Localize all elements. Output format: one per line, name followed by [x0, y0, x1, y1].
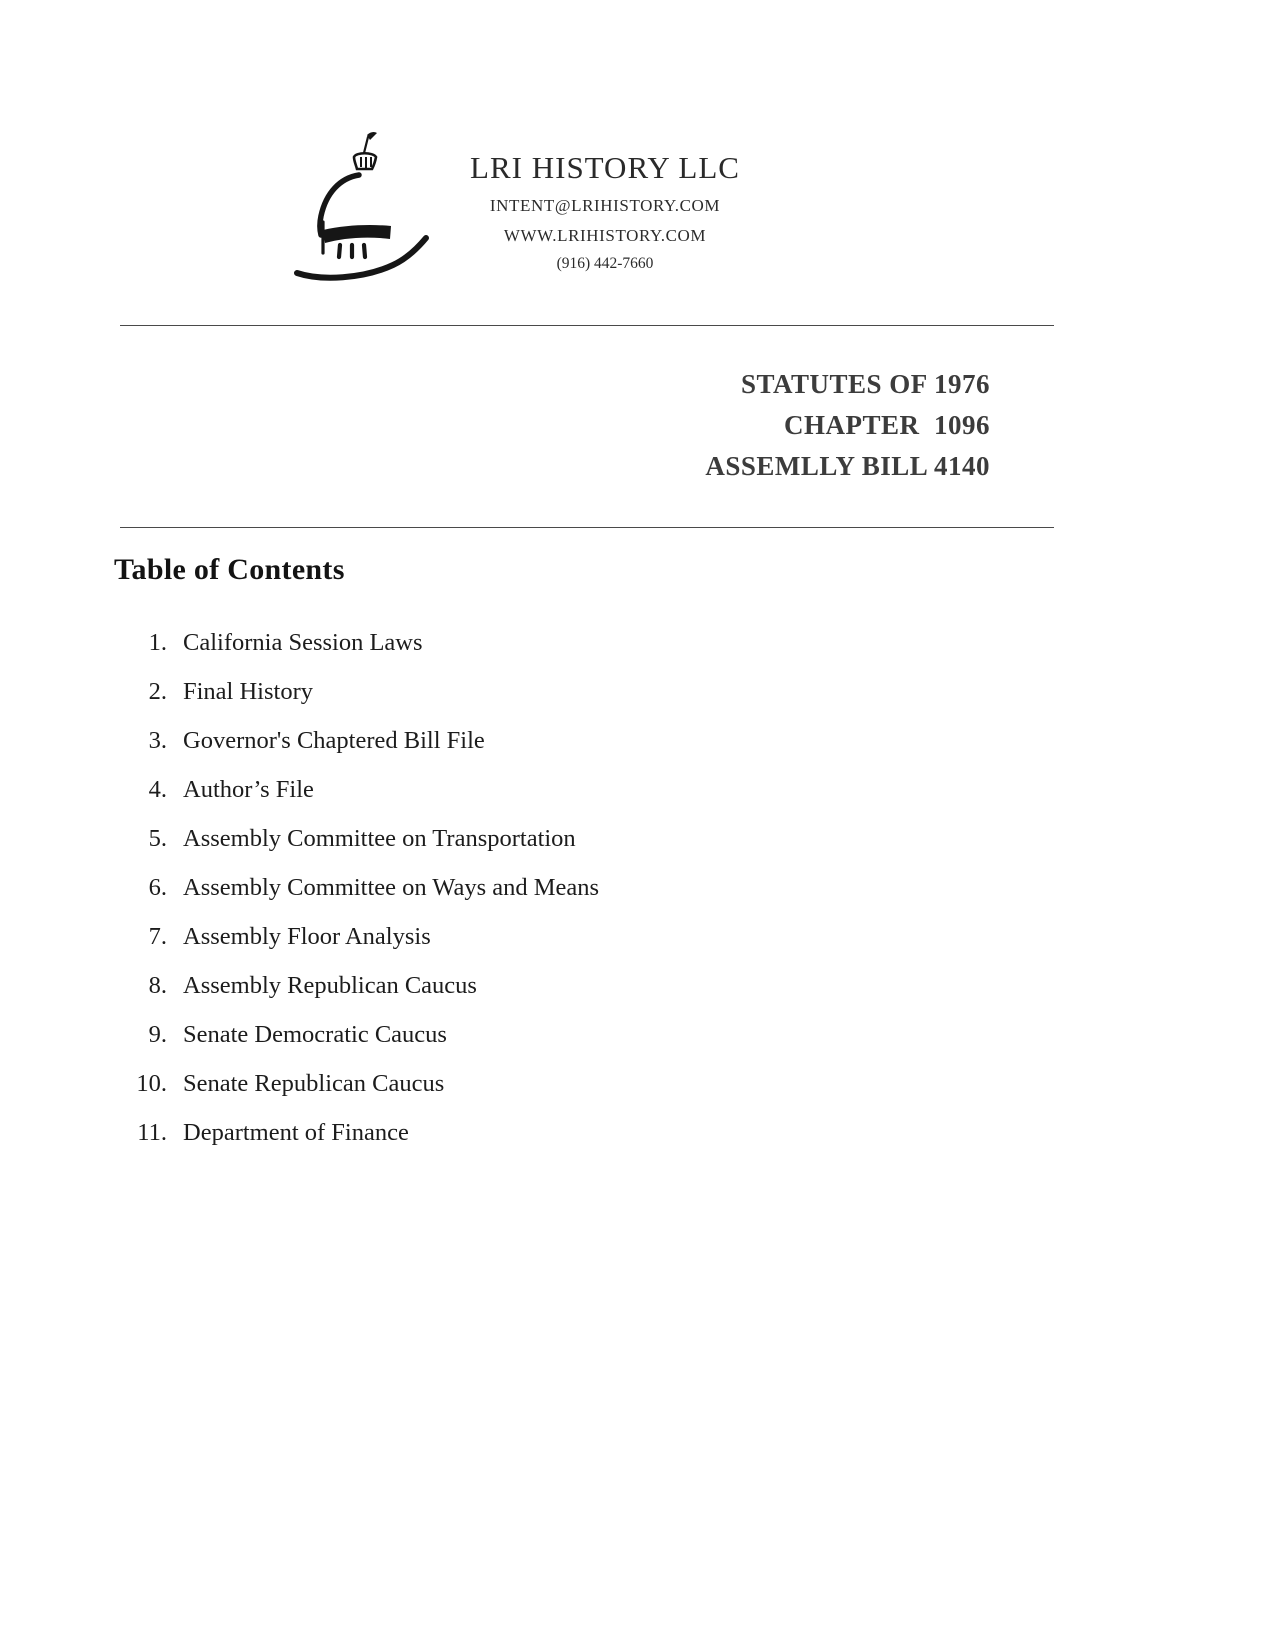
- statute-title-line-3: ASSEMLLY BILL 4140: [705, 451, 990, 481]
- toc-item-label: Assembly Committee on Transportation: [183, 825, 576, 852]
- horizontal-rule-bottom: [120, 527, 1054, 528]
- toc-item: [114, 776, 599, 804]
- toc-item-label: Governor's Chaptered Bill File: [183, 727, 485, 754]
- toc-item-number: 4.: [148, 776, 167, 803]
- toc-item: [114, 972, 599, 1000]
- company-phone: (916) 442-7660: [556, 255, 654, 272]
- toc-item: [114, 727, 599, 755]
- toc-item: [114, 629, 599, 657]
- toc-list: [114, 629, 599, 1168]
- toc-item-label: Assembly Floor Analysis: [183, 923, 431, 950]
- company-website: WWW.LRIHISTORY.COM: [503, 226, 707, 245]
- toc-item: [114, 1021, 599, 1049]
- toc-item: [114, 1119, 599, 1147]
- toc-item-number: 5.: [148, 825, 167, 852]
- company-email: INTENT@LRIHISTORY.COM: [489, 196, 721, 215]
- toc-item-number: 10.: [136, 1070, 167, 1097]
- toc-item-label: California Session Laws: [183, 629, 423, 656]
- toc-item-label: Assembly Committee on Ways and Means: [183, 874, 600, 901]
- toc-item-number: 3.: [148, 727, 167, 754]
- capitol-building-logo-icon: [293, 126, 435, 286]
- toc-item-number: 1.: [148, 629, 167, 656]
- toc-item-label: Senate Republican Caucus: [183, 1070, 445, 1097]
- statute-title-line-1: STATUTES OF 1976: [740, 369, 990, 399]
- statute-title-line-2: CHAPTER 1096: [783, 410, 990, 440]
- toc-item-label: Final History: [183, 678, 313, 705]
- company-name: LRI HISTORY LLC: [470, 150, 740, 185]
- toc-item-number: 2.: [148, 678, 167, 705]
- toc-item-number: 6.: [148, 874, 167, 901]
- toc-item-label: Senate Democratic Caucus: [183, 1021, 447, 1048]
- toc-item-label: Author’s File: [183, 776, 314, 803]
- toc-item: [114, 1070, 599, 1098]
- statute-title-block: [705, 364, 990, 487]
- toc-heading: Table of Contents: [114, 553, 345, 586]
- toc-item: [114, 923, 599, 951]
- toc-item-number: 11.: [137, 1119, 167, 1146]
- horizontal-rule-top: [120, 325, 1054, 326]
- toc-item-number: 8.: [148, 972, 167, 999]
- toc-item-number: 9.: [148, 1021, 167, 1048]
- toc-item: [114, 825, 599, 853]
- letterhead: [460, 150, 750, 273]
- toc-item-label: Department of Finance: [183, 1119, 409, 1146]
- toc-item-label: Assembly Republican Caucus: [183, 972, 477, 999]
- toc-item: [114, 874, 599, 902]
- toc-item-number: 7.: [148, 923, 167, 950]
- toc-item: [114, 678, 599, 706]
